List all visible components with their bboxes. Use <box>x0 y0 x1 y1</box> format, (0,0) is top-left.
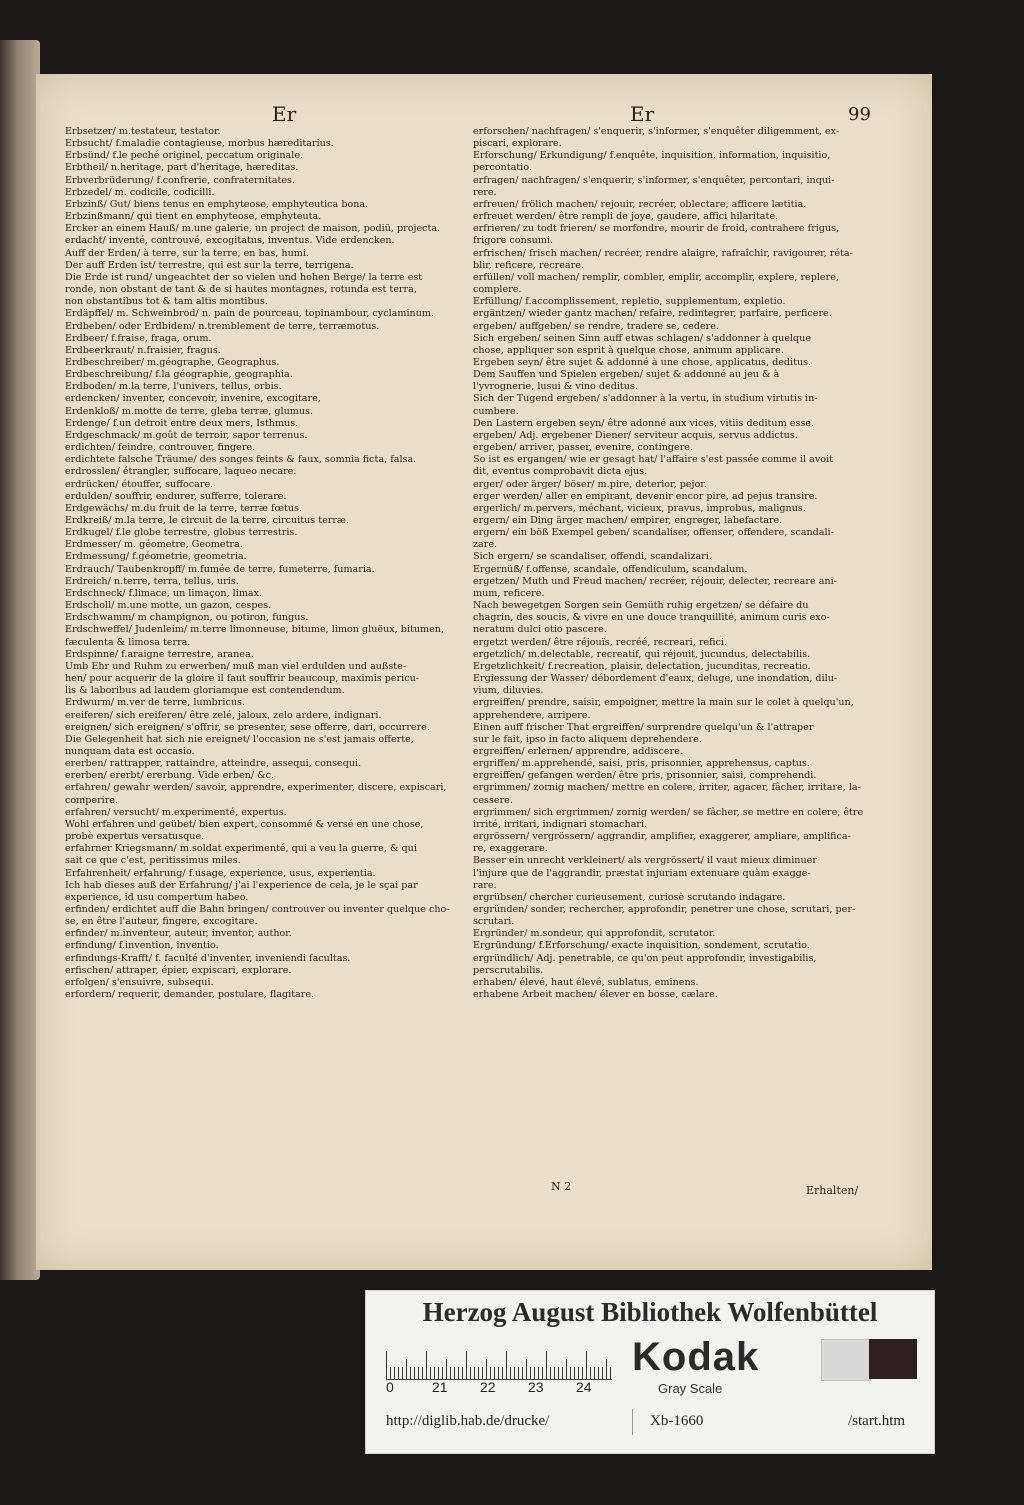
ruler-tick <box>494 1367 495 1379</box>
dictionary-line: ereiferen/ sich ereiferen/ être zelé, jaloux, zelo ardere, indignari. <box>65 709 382 721</box>
dictionary-line: Erdbeerkraut/ n.fraisier, fragus. <box>65 344 221 356</box>
dictionary-line: probè expertus versatusque. <box>65 831 205 843</box>
dictionary-line: Erdbeschreiber/ m.géographe, Geographus. <box>65 356 280 368</box>
ruler-tick <box>522 1367 523 1379</box>
dictionary-line: So ist es ergangen/ wie er gesagt hat/ l'affaire s'est passée comme il avoit <box>473 454 834 466</box>
ruler-tick <box>470 1367 471 1379</box>
dictionary-line: Erdgeschmack/ m.goût de terroir, sapor terrenus. <box>65 429 308 441</box>
ruler-number: 0 <box>386 1379 394 1395</box>
dictionary-line: erfordern/ requerir, demander, postulare, flagitare. <box>65 989 315 1001</box>
dictionary-line: Ich hab dieses auß der Erfahrung/ j'ai l'experience de cela, je le sçai par <box>65 879 418 891</box>
dictionary-line: irrité, irritari, indignari stomachari. <box>473 818 648 830</box>
ruler-tick <box>518 1367 519 1379</box>
dictionary-line: ergreiffen/ prendre, saisir, empoigner, mettre la main sur le colet à quelqu'un, <box>473 697 854 709</box>
dictionary-line: perscrutabilis. <box>473 964 544 976</box>
ruler-tick <box>610 1367 611 1379</box>
library-name: Herzog August Bibliothek Wolfenbüttel <box>422 1297 878 1327</box>
dictionary-line: Erdenge/ f.un detroit entre deux mers, Isthmus. <box>65 417 299 429</box>
dictionary-line: frigore consumi. <box>473 235 554 247</box>
measurement-ruler <box>386 1339 612 1380</box>
dictionary-line: ereignen/ sich ereignen/ s'offrir, se presenter, sese offerre, dari, occurrere. <box>65 721 430 733</box>
dictionary-line: Erfüllung/ f.accomplissement, repletio, supplementum, expletio. <box>473 296 786 308</box>
ruler-tick <box>446 1359 447 1379</box>
dictionary-line: dit, eventus comprobavit dicta ejus. <box>473 466 648 478</box>
dictionary-line: Ergründer/ m.sondeur, qui approfondit, scrutator. <box>473 928 716 940</box>
ruler-tick <box>410 1367 411 1379</box>
ruler-tick <box>562 1367 563 1379</box>
dictionary-line: chagrin, des soucis, & vivre en une douce tranquillité, animum curis exo- <box>473 612 830 624</box>
dictionary-line: non obstantibus tot & tam altis montibus. <box>65 296 268 308</box>
ruler-tick <box>602 1367 603 1379</box>
dictionary-line: erdacht/ inventé, controuvé, excogitatus, inventus. Vide erdencken. <box>65 235 395 247</box>
dictionary-line: Erforschung/ Erkundigung/ f.enquête, inquisition, information, inquisitio, <box>473 150 831 162</box>
dictionary-line: Erbzedel/ m. codicile, codicilli. <box>65 186 215 198</box>
dictionary-line: Erdbeer/ f.fraise, fraga, orum. <box>65 332 212 344</box>
ruler-tick <box>482 1367 483 1379</box>
dictionary-line: complere. <box>473 284 522 296</box>
dictionary-line: ergetzt werden/ être réjouïs, recréé, recreari, refici. <box>473 636 727 648</box>
dictionary-line: erger/ oder ärger/ böser/ m.pire, deterior, pejor. <box>473 478 707 490</box>
ruler-number: 24 <box>576 1379 592 1395</box>
dictionary-line: Erbverbrüderung/ f.confrerie, confraternitates. <box>65 174 295 186</box>
card-divider <box>632 1409 633 1435</box>
dictionary-line: mum, reficere. <box>473 587 545 599</box>
dictionary-line: se, en être l'auteur, fingere, excogitare. <box>65 916 258 928</box>
dictionary-line: ererben/ ererbt/ ererbung. Vide erben/ &c. <box>65 770 275 782</box>
dictionary-line: erfrischen/ frisch machen/ recréer, rendre alaigre, rafraîchir, ravigourer, réta- <box>473 247 853 259</box>
dictionary-line: fæculenta & limosa terra. <box>65 636 191 648</box>
dictionary-line: apprehendere, arripere. <box>473 709 591 721</box>
ruler-tick <box>534 1367 535 1379</box>
dictionary-line: rere. <box>473 186 497 198</box>
ruler-tick <box>574 1367 575 1379</box>
gray-swatch-light <box>821 1339 871 1381</box>
dictionary-line: Ergeben seyn/ être sujet & addonné à une chose, applicatus, deditus. <box>473 356 812 368</box>
dictionary-line: blir, reficere, recreare. <box>473 259 584 271</box>
dictionary-line: erfahren/ gewahr werden/ savoir, apprendre, experimenter, discere, expiscari, <box>65 782 447 794</box>
left-column <box>65 126 473 1001</box>
dictionary-line: Erdspinne/ f.araigne terrestre, aranea. <box>65 648 254 660</box>
ruler-tick <box>406 1359 407 1379</box>
dictionary-line: ergern/ ein Ding ärger machen/ empirer, engreger, labefactare. <box>473 515 783 526</box>
ruler-number: 23 <box>528 1379 544 1395</box>
dictionary-line: Erdschneck/ f.limace, un limaçon, limax. <box>65 587 263 599</box>
dictionary-line: Erdmessung/ f.géometrie, geometria. <box>65 551 247 563</box>
running-head-right: Er <box>630 102 655 126</box>
dictionary-line: Erdscholl/ m.une motte, un gazon, cespes. <box>65 600 272 612</box>
ruler-tick <box>478 1367 479 1379</box>
ruler-tick <box>502 1367 503 1379</box>
book-page <box>36 74 932 1270</box>
dictionary-line: erfinder/ m.inventeur, auteur, inventor, author. <box>65 928 292 940</box>
library-color-card <box>365 1290 935 1454</box>
ruler-tick <box>498 1367 499 1379</box>
dictionary-line: Erdreich/ n.terre, terra, tellus, uris. <box>65 575 239 587</box>
dictionary-line: erfreuen/ frölich machen/ rejouir, recréer, oblectare, afficere lætitia. <box>473 198 807 210</box>
dictionary-line: l'yvrognerie, lusui & vino deditus. <box>473 381 638 393</box>
ruler-tick <box>510 1367 511 1379</box>
dictionary-line: Wohl erfahren und geübet/ bien expert, consommé & versé en une chose, <box>65 818 424 830</box>
ruler-tick <box>506 1351 507 1379</box>
ruler-tick <box>486 1359 487 1379</box>
ruler-tick <box>606 1359 607 1379</box>
dictionary-line: chose, appliquer son esprit à quelque chose, animum applicare. <box>473 344 784 356</box>
catchword: Erhalten/ <box>806 1184 859 1197</box>
dictionary-line: experience, id usu compertum habeo. <box>65 891 249 903</box>
ruler-number: 21 <box>432 1379 448 1395</box>
ruler-tick <box>546 1351 547 1379</box>
ruler-tick <box>538 1367 539 1379</box>
right-column <box>473 126 897 1001</box>
dictionary-line: l'injure que de l'aggrandir, præstat injuriam extenuare quàm exagge- <box>473 867 811 879</box>
dictionary-line: ergäntzen/ wieder gantz machen/ refaire, redintegrer, parfaire, perficere. <box>473 308 832 320</box>
ruler-tick <box>430 1367 431 1379</box>
dictionary-line: ergründlich/ Adj. penetrable, ce qu'on peut approfondir, investigabilis, <box>473 952 817 964</box>
ruler-tick <box>542 1367 543 1379</box>
dictionary-line: ergriffen/ m.apprehendé, saisi, pris, prisonnier, apprehensus, captus. <box>473 758 810 770</box>
dictionary-line: zare. <box>473 539 498 551</box>
gray-swatch-dark <box>869 1339 917 1379</box>
printer-signature: N 2 <box>551 1180 572 1193</box>
dictionary-line: ergeben/ auffgeben/ se rendre, tradere se, cedere. <box>473 320 719 332</box>
dictionary-line: erdrosslen/ étrangler, suffocare, laqueo necare. <box>65 466 297 478</box>
dictionary-line: Besser ein unrecht verkleinert/ als vergrössert/ il vaut mieux diminuer <box>473 855 817 867</box>
dictionary-line: Erdäpffel/ m. Schweinbrod/ n. pain de pourceau, topinambour, cyclaminum. <box>65 308 435 320</box>
dictionary-line: erfahren/ versucht/ m.experimenté, expertus. <box>65 806 287 818</box>
dictionary-line: erforschen/ nachfragen/ s'enquerir, s'informer, s'enquêter diligemment, ex- <box>473 126 840 137</box>
dictionary-line: cumbere. <box>473 405 519 417</box>
ruler-tick <box>390 1367 391 1379</box>
dictionary-line: ergrössern/ vergrössern/ aggrandir, amplifier, exaggerer, ampliare, amplifica- <box>473 831 851 843</box>
dictionary-line: Erdbeben/ oder Erdbidem/ n.tremblement de terre, terræmotus. <box>65 320 380 332</box>
dictionary-line: Nach bewegetgen Sorgen sein Gemüth ruhig ergetzen/ se défaire du <box>473 600 809 612</box>
dictionary-line: Ergetzlichkeit/ f.recreation, plaisir, delectation, jucunditas, recreatio. <box>473 660 811 672</box>
dictionary-line: ronde, non obstant de tant & de si hautes montagnes, rotunda est terra, <box>65 284 417 296</box>
dictionary-line: Erdgewächs/ m.du fruit de la terre, terræ fœtus. <box>65 502 303 514</box>
ruler-tick <box>586 1351 587 1379</box>
dictionary-line: Erdschwamm/ m champignon, ou potiron, fungus. <box>65 612 309 624</box>
dictionary-line: erhaben/ élevé, haut élevé, sublatus, eminens. <box>473 976 699 988</box>
dictionary-line: ergrimmen/ zornig machen/ mettre en colere, irriter, agacer, fâcher, irritare, la- <box>473 782 861 794</box>
dictionary-line: Erdkreiß/ m.la terre, le circuit de la terre, circuitus terræ. <box>65 515 349 526</box>
ruler-tick <box>454 1367 455 1379</box>
dictionary-line: ergreiffen/ erlernen/ apprendre, addiscere. <box>473 745 683 757</box>
dictionary-line: ergrübsen/ chercher curieusement, curiosè scrutando indagare. <box>473 891 786 903</box>
dictionary-line: rare. <box>473 879 497 891</box>
start-path: /start.htm <box>848 1413 906 1429</box>
dictionary-line: Erdboden/ m.la terre, l'univers, tellus, orbis. <box>65 381 282 393</box>
running-head-left: Er <box>272 102 297 126</box>
ruler-tick <box>414 1367 415 1379</box>
ruler-tick <box>594 1367 595 1379</box>
dictionary-line: Sich ergern/ se scandaliser, offendi, scandalizari. <box>473 551 712 563</box>
dictionary-line: Ergründung/ f.Erforschung/ exacte inquisition, sondement, scrutatio. <box>473 940 810 952</box>
dictionary-line: Erdbeschreibung/ f.la géographie, geographia. <box>65 369 293 381</box>
dictionary-line: erfreuet werden/ être rempli de joye, gaudere, affici hilaritate. <box>473 211 779 223</box>
dictionary-line: nunquam data est occasio. <box>65 745 195 757</box>
shelfmark: Xb-1660 <box>650 1413 704 1429</box>
ruler-tick <box>426 1351 427 1379</box>
dictionary-line: Sich ergeben/ seinen Sinn auff etwas schlagen/ s'addonner à quelque <box>473 332 811 344</box>
ruler-tick <box>526 1359 527 1379</box>
page-header <box>36 102 932 128</box>
dictionary-line: Erdmesser/ m. géometre, Geometra. <box>65 539 243 551</box>
dictionary-line: erfinden/ erdichtet auff die Bahn bringen/ controuver ou inventer quelque cho- <box>65 904 450 915</box>
ruler-tick <box>462 1367 463 1379</box>
dictionary-line: ererben/ rattrapper, rattaindre, atteindre, assequi, consequi. <box>65 758 362 770</box>
dictionary-line: sur le fait, ipso in facto aliquem deprehendere. <box>473 733 702 745</box>
dictionary-line: erdichtete falsche Träume/ des songes feints & faux, somnia ficta, falsa. <box>65 454 417 466</box>
dictionary-line: Erbzinßmann/ qui tient en emphyteose, emphyteuta. <box>65 211 322 223</box>
ruler-tick <box>530 1367 531 1379</box>
dictionary-line: erdrücken/ étouffer, suffocare. <box>65 478 214 490</box>
dictionary-line: ergern/ ein böß Exempel geben/ scandaliser, offenser, offendere, scandali- <box>473 527 834 539</box>
dictionary-line: erfischen/ attraper, épier, expiscari, explorare. <box>65 964 292 976</box>
ruler-tick <box>434 1367 435 1379</box>
dictionary-line: ergrimmen/ sich ergrimmen/ zornig werden/ se fâcher, se mettre en colere, être <box>473 806 864 818</box>
dictionary-line: erdichten/ feindre, controuver, fingere. <box>65 442 256 454</box>
ruler-numbers <box>386 1379 626 1395</box>
dictionary-line: erdencken/ inventer, concevoir, invenire, excogitare, <box>65 393 321 405</box>
ruler-tick <box>566 1359 567 1379</box>
dictionary-line: erfüllen/ voll machen/ remplir, combler, emplir, accomplir, explere, replere, <box>473 271 839 283</box>
dictionary-line: ergerlich/ m.pervers, méchant, vicieux, pravus, improbus, malignus. <box>473 502 806 514</box>
dictionary-line: erfolgen/ s'ensuivre, subsequi. <box>65 976 214 988</box>
ruler-tick <box>418 1367 419 1379</box>
dictionary-line: ergetzlich/ m.delectable, recreatif, qui réjouit, jucundus, delectabilis. <box>473 648 811 660</box>
dictionary-line: cessere. <box>473 794 513 806</box>
dictionary-line: Erbsetzer/ m.testateur, testator. <box>65 126 221 137</box>
dictionary-line: piscari, explorare. <box>473 138 562 150</box>
ruler-tick <box>514 1367 515 1379</box>
dictionary-line: Ergernüß/ f.offense, scandale, offendiculum, scandalum. <box>473 563 748 575</box>
ruler-tick <box>402 1367 403 1379</box>
dictionary-line: scrutari. <box>473 916 515 928</box>
dictionary-line: hen/ pour acquerir de la gloire il faut souffrir beaucoup, maximis pericu- <box>65 673 420 685</box>
dictionary-line: Erbsünd/ f.le peché originel, peccatum originale. <box>65 150 304 162</box>
dictionary-line: Umb Ehr und Ruhm zu erwerben/ muß man viel erdulden und außste- <box>65 660 407 672</box>
dictionary-line: Ercker an einem Hauß/ m.une galerie, un project de maison, podiū, projecta. <box>65 223 441 235</box>
ruler-tick <box>422 1367 423 1379</box>
ruler-tick <box>386 1351 387 1379</box>
library-url: http://diglib.hab.de/drucke/ <box>386 1413 550 1429</box>
ruler-tick <box>474 1367 475 1379</box>
ruler-tick <box>458 1367 459 1379</box>
dictionary-line: ergetzen/ Muth und Freud machen/ recréer, réjouir, delecter, recreare ani- <box>473 575 837 587</box>
ruler-tick <box>578 1367 579 1379</box>
ruler-tick <box>466 1351 467 1379</box>
left-page-edge <box>0 40 40 1280</box>
dictionary-line: ergeben/ Adj. ergebener Diener/ serviteur acquis, servus addictus. <box>473 429 798 441</box>
dictionary-line: erfrieren/ zu todt frieren/ se morfondre, mourir de froid, contrahere frigus, <box>473 223 840 235</box>
gray-scale-label: Gray Scale <box>658 1381 723 1396</box>
dictionary-line: ergreiffen/ gefangen werden/ être pris, prisonnier, saisi, comprehendi. <box>473 770 817 782</box>
dictionary-line: Erdwurm/ m.ver de terre, lumbricus. <box>65 697 245 709</box>
dictionary-line: erdulden/ souffrir, endurer, sufferre, tolerare. <box>65 490 287 502</box>
dictionary-line: vium, diluvies. <box>473 685 544 697</box>
dictionary-line: Erdenkloß/ m.motte de terre, gleba terræ, glumus. <box>65 405 313 417</box>
dictionary-line: sait ce que c'est, peritissimus miles. <box>65 855 241 867</box>
ruler-tick <box>398 1367 399 1379</box>
dictionary-line: lis & laboribus ad laudem gloriamque est contendendum. <box>65 685 345 697</box>
dictionary-line: erhabene Arbeit machen/ élever en bosse, cælare. <box>473 989 718 1001</box>
dictionary-line: erfindungs-Krafft/ f. faculté d'inventer, inveniendi facultas. <box>65 952 351 964</box>
dictionary-line: neratum dulci otio pascere. <box>473 624 607 636</box>
ruler-tick <box>590 1367 591 1379</box>
ruler-tick <box>582 1367 583 1379</box>
dictionary-line: Der auff Erden ist/ terrestre, qui est sur la terre, terrigena. <box>65 259 354 271</box>
ruler-tick <box>570 1367 571 1379</box>
dictionary-line: re, exaggerare. <box>473 843 548 855</box>
dictionary-line: Erfahrenheit/ erfahrung/ f.usage, experience, usus, experientia. <box>65 867 376 879</box>
dictionary-line: Erbtheil/ n.heritage, part d'heritage, hæreditas. <box>65 162 299 174</box>
dictionary-line: Dem Sauffen und Spielen ergeben/ sujet & addonné au jeu & à <box>473 369 780 381</box>
dictionary-line: Die Erde ist rund/ ungeachtet der so vielen und hohen Berge/ la terre est <box>65 271 423 283</box>
dictionary-line: Auff der Erden/ à terre, sur la terre, en bas, humi. <box>65 247 309 259</box>
dictionary-line: erfindung/ f.invention, inventio. <box>65 940 219 952</box>
dictionary-line: ergründen/ sonder, rechercher, approfondir, penetrer une chose, scrutari, per- <box>473 904 856 915</box>
ruler-tick <box>394 1367 395 1379</box>
dictionary-line: Erdschweffel/ Judenleim/ m.terre limonneuse, bitume, limon gluëux, bitumen, <box>65 624 445 636</box>
ruler-number: 22 <box>480 1379 496 1395</box>
dictionary-line: Den Lastern ergeben seyn/ être adonné aux vices, vitiis deditum esse. <box>473 417 814 429</box>
dictionary-line: erfragen/ nachfragen/ s'enquerir, s'informer, s'enquêter, percontari, inqui- <box>473 174 835 186</box>
dictionary-line: Ergiessung der Wasser/ débordement d'eaux, deluge, une inondation, dilu- <box>473 673 838 685</box>
dictionary-line: Sich der Tugend ergeben/ s'addonner à la vertu, in studium virtutis in- <box>473 393 818 405</box>
kodak-logo: Kodak <box>632 1335 760 1379</box>
dictionary-line: Erdrauch/ Taubenkropff/ m.fumée de terre, fumeterre, fumaria. <box>65 563 375 575</box>
ruler-tick <box>554 1367 555 1379</box>
ruler-tick <box>598 1367 599 1379</box>
dictionary-line: erfahrner Kriegsmann/ m.soldat experimenté, qui a veu la guerre, & qui <box>65 843 417 855</box>
ruler-tick <box>550 1367 551 1379</box>
dictionary-line: percontatio. <box>473 162 532 174</box>
ruler-tick <box>450 1367 451 1379</box>
dictionary-line: ergeben/ arriver, passer, evenire, contingere. <box>473 442 694 454</box>
page-number: 99 <box>848 104 871 125</box>
ruler-tick <box>438 1367 439 1379</box>
ruler-tick <box>558 1367 559 1379</box>
dictionary-line: comperire. <box>65 794 119 806</box>
dictionary-line: erger werden/ aller en empirant, devenir encor pire, ad pejus transire. <box>473 490 818 502</box>
dictionary-line: Erbsucht/ f.maladie contagieuse, morbus hæreditarius. <box>65 138 334 150</box>
dictionary-line: Einen auff frischer That ergreiffen/ surprendre quelqu'un & l'attraper <box>473 721 814 733</box>
dictionary-line: Die Gelegenheit hat sich nie ereignet/ l'occasion ne s'est jamais offerte, <box>65 733 414 745</box>
dictionary-line: Erdkugel/ f.le globe terrestre, globus terrestris. <box>65 527 298 539</box>
ruler-tick <box>442 1367 443 1379</box>
ruler-tick <box>490 1367 491 1379</box>
dictionary-line: Erbzinß/ Gut/ biens tenus en emphyteose, emphyteutica bona. <box>65 198 369 210</box>
